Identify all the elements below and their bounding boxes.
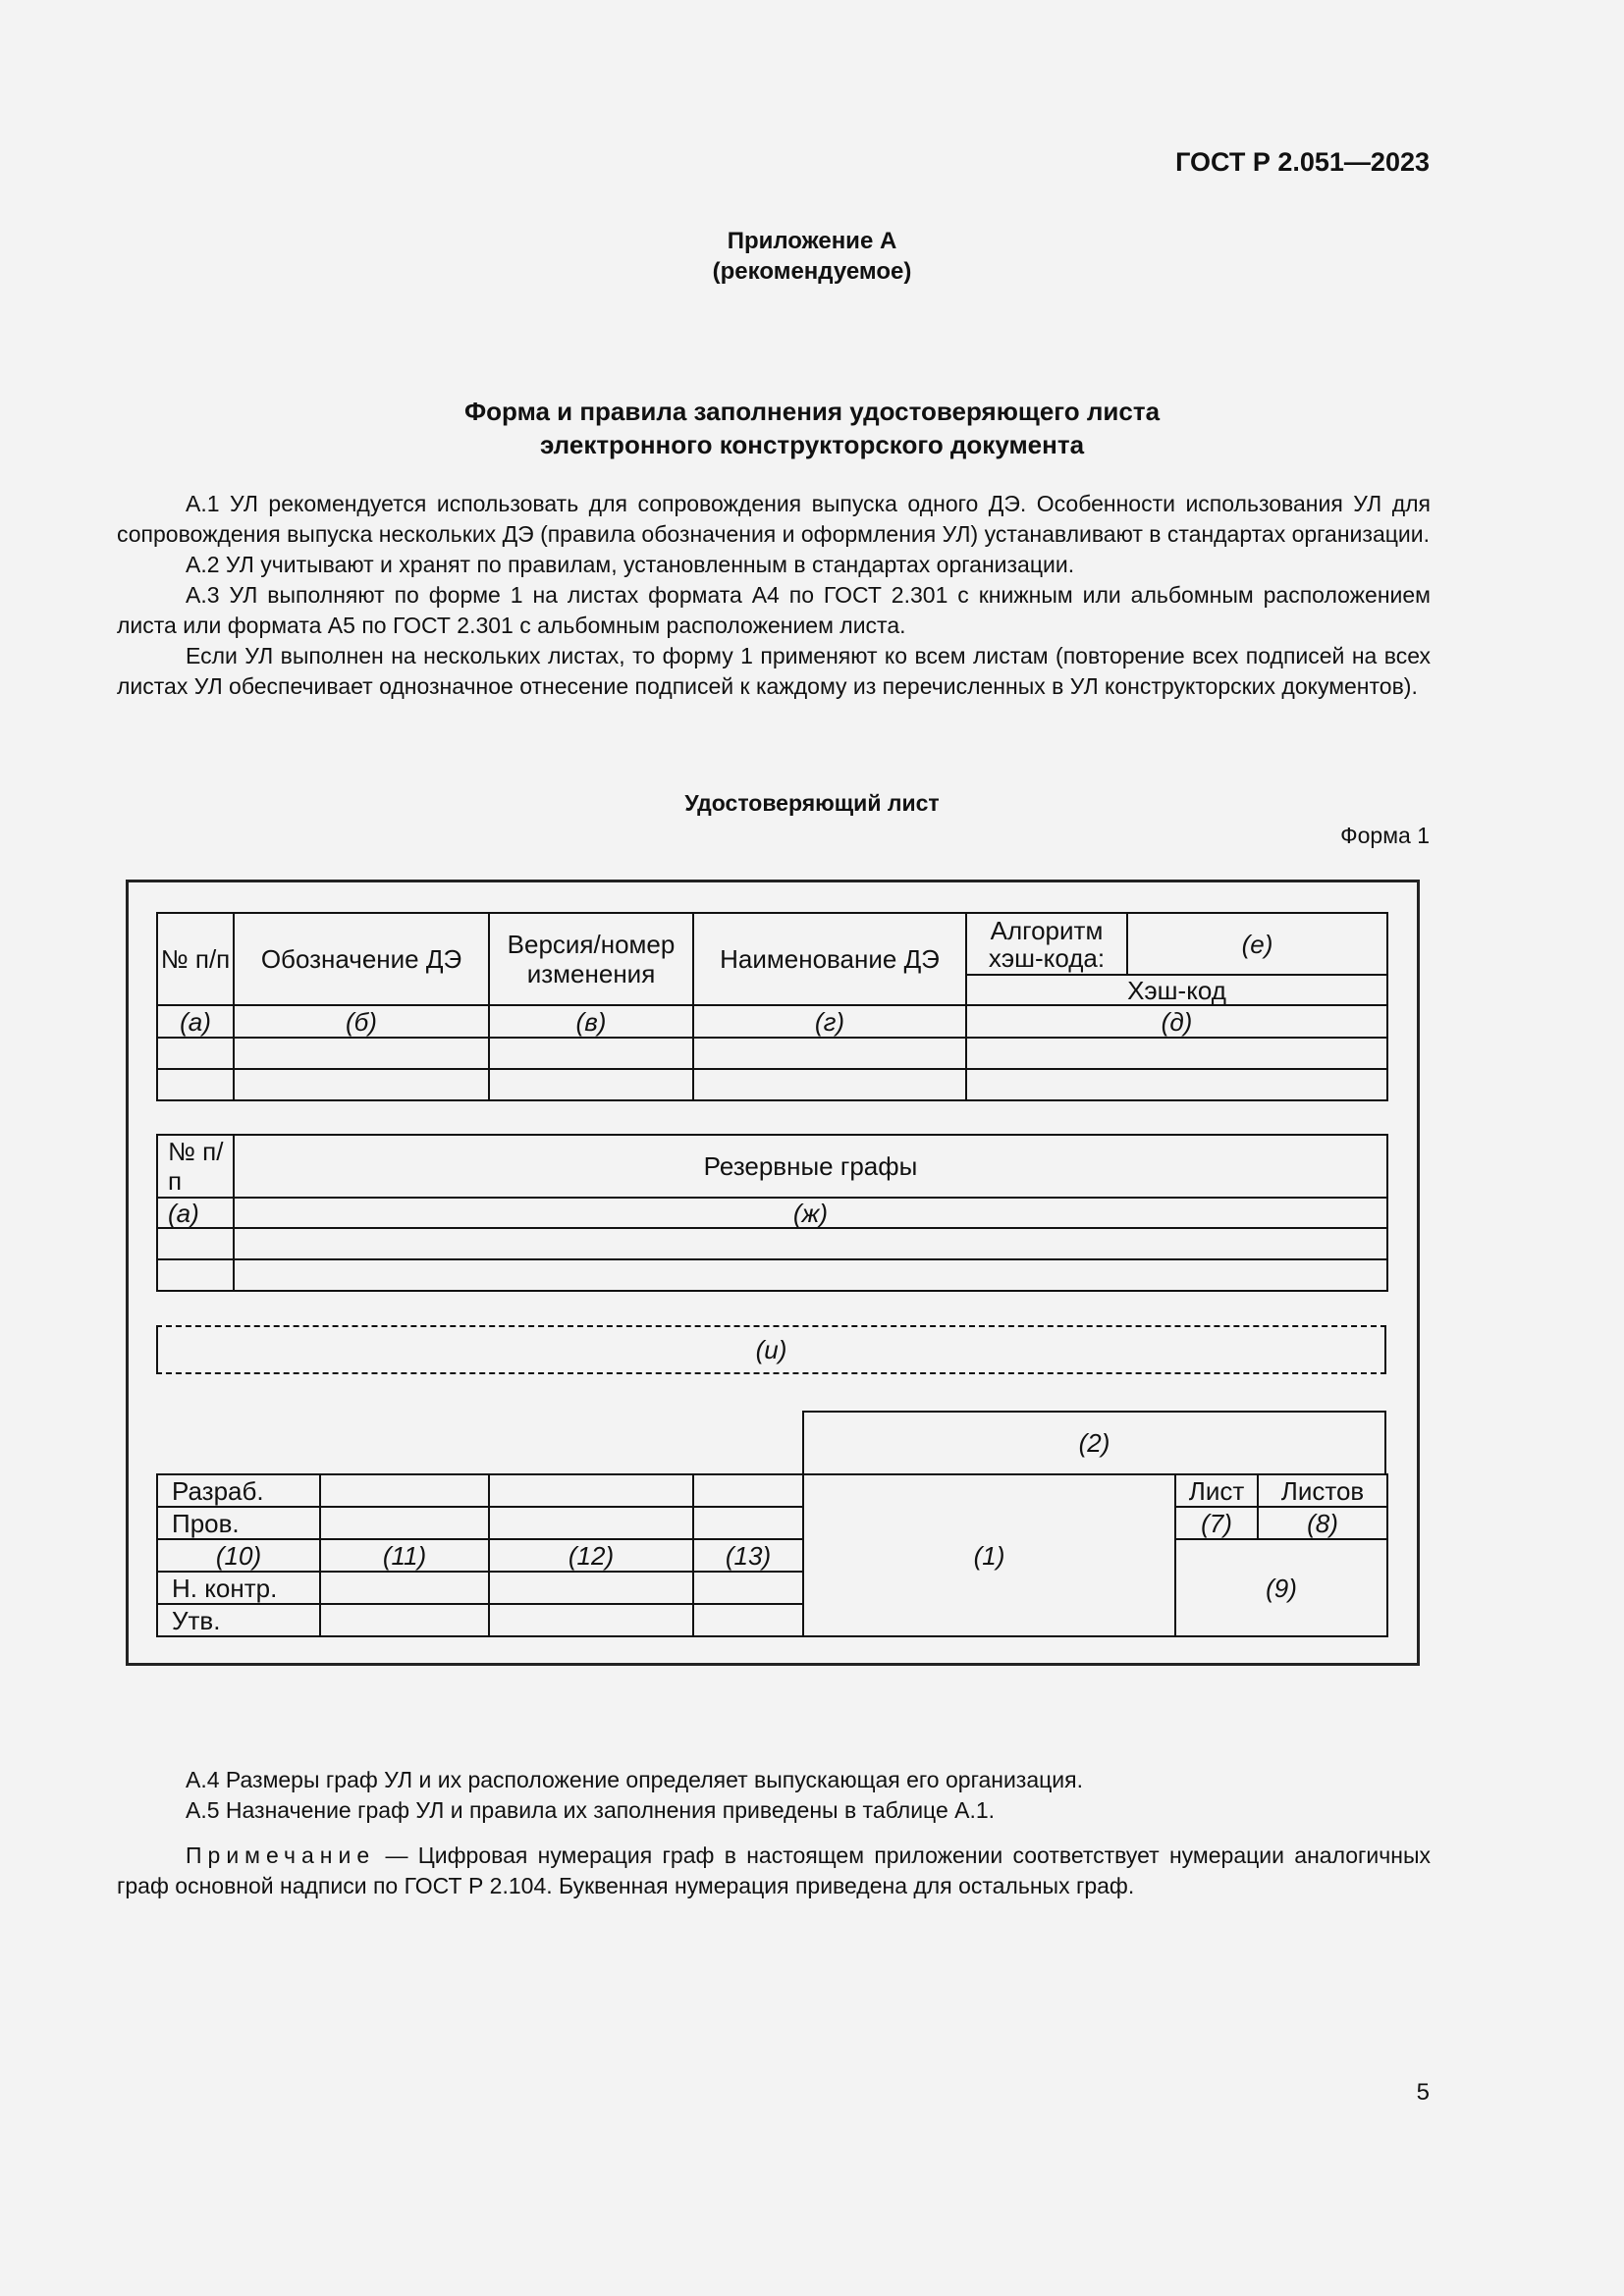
cell — [157, 1069, 234, 1100]
note-text: — Цифровая нумерация граф в настоящем приложении соответствует нумерации аналогичных граф основной надписи по ГОСТ Р 2.104. Буквенная нумерация приведена для остальных граф. — [117, 1842, 1431, 1898]
reserve-marker-zh: (ж) — [234, 1198, 1387, 1228]
table-row — [157, 1069, 1387, 1100]
header-designation: Обозначение ДЭ — [234, 913, 489, 1005]
field-10: (10) — [157, 1539, 320, 1572]
header-num: № п/п — [157, 913, 234, 1005]
row-approved-label: Утв. — [157, 1604, 320, 1636]
cell — [693, 1572, 803, 1604]
dashed-field-marker: (и) — [755, 1334, 787, 1364]
marker-a: (а) — [157, 1005, 234, 1038]
cell — [320, 1507, 489, 1539]
field-11: (11) — [320, 1539, 489, 1572]
appendix-heading — [0, 226, 1624, 287]
after-paragraphs — [117, 1765, 1431, 1826]
title-block-top — [802, 1411, 1386, 1475]
cell — [489, 1069, 693, 1100]
reserve-header: Резервные графы — [234, 1135, 1387, 1198]
cell — [489, 1604, 693, 1636]
cell — [320, 1604, 489, 1636]
paragraph-multi-sheet: Если УЛ выполнен на нескольких листах, то форму 1 применяют ко всем листам (повторение всех подписей на всех листах УЛ обеспечивает однозначное отнесение подписей к каждому из перечисленных в УЛ конструкторских документов). — [117, 643, 1431, 699]
header-hash: Хэш-код — [966, 975, 1387, 1005]
cell — [489, 1474, 693, 1507]
note-label: Примечание — [186, 1842, 376, 1868]
cell — [693, 1038, 966, 1069]
paragraph-a1: А.1 УЛ рекомендуется использовать для сопровождения выпуска одного ДЭ. Особенности использования УЛ для сопровождения выпуска нескольких ДЭ (правила обозначения и оформления УЛ) устанавливают в стандартах организации. — [117, 491, 1431, 547]
field-2: (2) — [803, 1412, 1385, 1474]
cell — [489, 1038, 693, 1069]
cell — [693, 1069, 966, 1100]
header-algorithm: Алгоритм хэш-кода: — [966, 913, 1127, 975]
section-title-line-2: электронного конструкторского документа — [539, 430, 1085, 459]
table-row — [157, 1038, 1387, 1069]
signature-grid — [156, 1473, 804, 1637]
cell — [693, 1507, 803, 1539]
note-paragraph — [117, 1841, 1431, 1901]
cell — [234, 1259, 1387, 1291]
cell — [157, 1259, 234, 1291]
dashed-field — [156, 1325, 1386, 1374]
title-block-right — [802, 1473, 1388, 1637]
field-13: (13) — [693, 1539, 803, 1572]
marker-v: (в) — [489, 1005, 693, 1038]
section-title-line-1: Форма и правила заполнения удостоверяющего листа — [463, 397, 1161, 426]
paragraph-a4: А.4 Размеры граф УЛ и их расположение определяет выпускающая его организация. — [186, 1767, 1084, 1792]
section-title — [0, 395, 1624, 461]
cell — [234, 1038, 489, 1069]
cell — [489, 1572, 693, 1604]
appendix-title: Приложение А — [727, 228, 897, 254]
cell — [693, 1474, 803, 1507]
marker-d: (д) — [966, 1005, 1387, 1038]
documents-table — [156, 912, 1388, 1101]
header-version: Версия/номер изменения — [489, 913, 693, 1005]
standard-code: ГОСТ Р 2.051—2023 — [1175, 147, 1430, 177]
cell — [966, 1038, 1387, 1069]
cell — [489, 1507, 693, 1539]
cell — [966, 1069, 1387, 1100]
cell — [693, 1604, 803, 1636]
sheet-label: Лист — [1175, 1474, 1258, 1507]
cell — [234, 1228, 1387, 1259]
cell — [234, 1069, 489, 1100]
note — [117, 1841, 1431, 1901]
row-developed-label: Разраб. — [157, 1474, 320, 1507]
algorithm-value: (е) — [1127, 913, 1387, 975]
reserve-marker-a: (а) — [157, 1198, 234, 1228]
field-9: (9) — [1175, 1539, 1387, 1636]
cell — [157, 1038, 234, 1069]
paragraph-a2: А.2 УЛ учитывают и хранят по правилам, установленным в стандартах организации. — [186, 552, 1075, 577]
row-checked-label: Пров. — [157, 1507, 320, 1539]
paragraph-a5: А.5 Назначение граф УЛ и правила их заполнения приведены в таблице А.1. — [186, 1797, 996, 1823]
field-1: (1) — [803, 1474, 1175, 1636]
reserve-header-num: № п/п — [157, 1135, 234, 1198]
marker-g: (г) — [693, 1005, 966, 1038]
field-12: (12) — [489, 1539, 693, 1572]
marker-b: (б) — [234, 1005, 489, 1038]
intro-paragraphs — [117, 489, 1431, 702]
field-7: (7) — [1175, 1507, 1258, 1539]
page-number: 5 — [1416, 2079, 1430, 2106]
paragraph-a3: А.3 УЛ выполняют по форме 1 на листах формата А4 по ГОСТ 2.301 с книжным или альбомным расположением листа или формата А5 по ГОСТ 2.301 с альбомным расположением листа. — [117, 582, 1431, 638]
cell — [157, 1228, 234, 1259]
cell — [320, 1572, 489, 1604]
header-name: Наименование ДЭ — [693, 913, 966, 1005]
sheet-title: Удостоверяющий лист — [684, 790, 940, 816]
field-8: (8) — [1258, 1507, 1387, 1539]
cell — [320, 1474, 489, 1507]
reserve-table — [156, 1134, 1388, 1292]
row-norm-control-label: Н. контр. — [157, 1572, 320, 1604]
form-label: Форма 1 — [1340, 823, 1430, 848]
sheets-label: Листов — [1258, 1474, 1387, 1507]
appendix-status: (рекомендуемое) — [712, 258, 912, 285]
table-row — [157, 1259, 1387, 1291]
table-row — [157, 1228, 1387, 1259]
